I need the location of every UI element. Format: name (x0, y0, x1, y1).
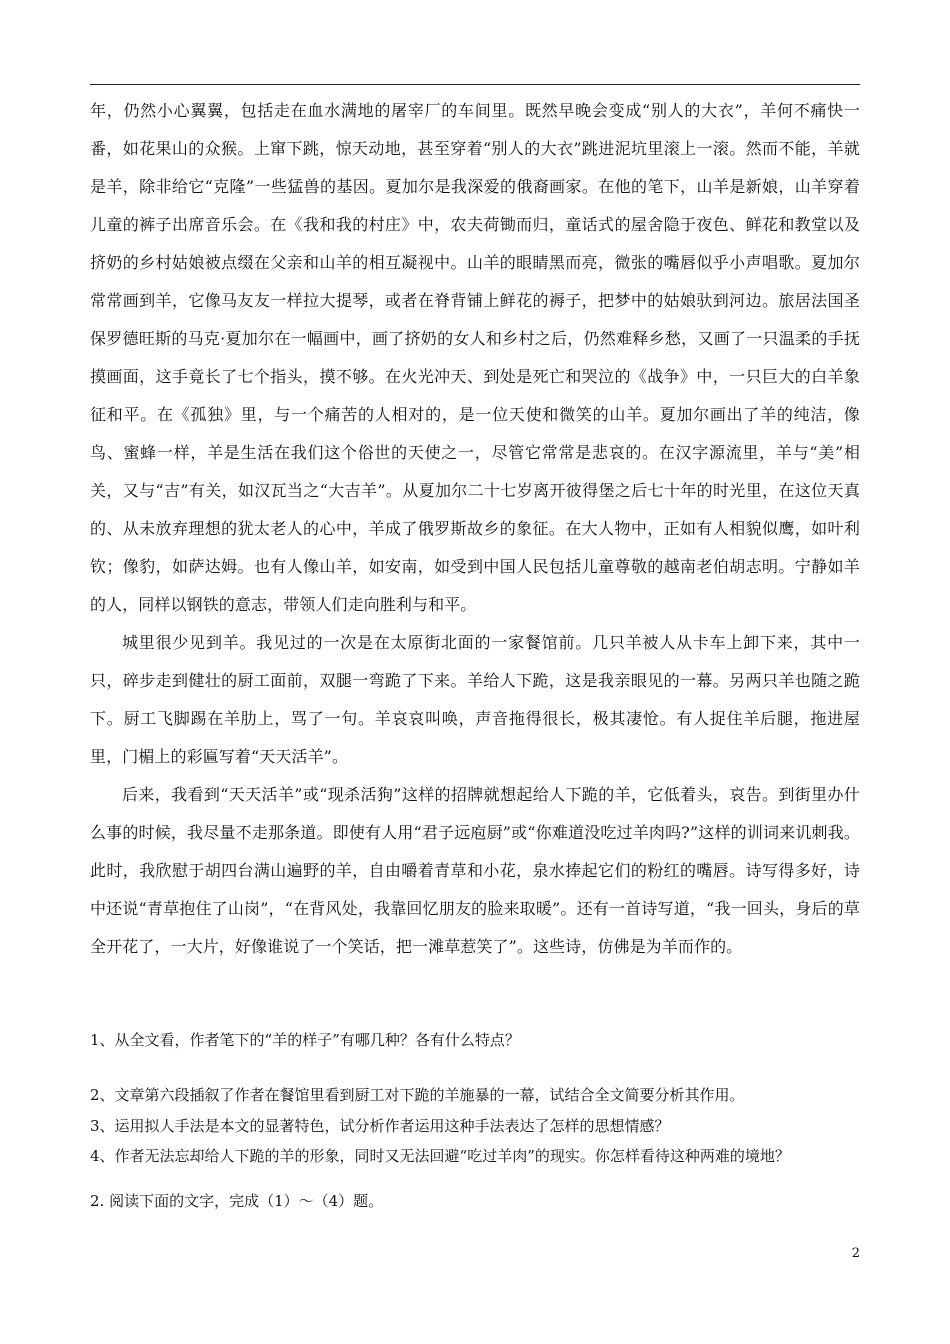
article-body (90, 92, 860, 966)
question-4: 4、作者无法忘却给人下跪的羊的形象，同时又无法回避“吃过羊肉”的现实。你怎样看待这种两难的境地？ (90, 1147, 790, 1165)
header-rule (90, 84, 860, 85)
question-3: 3、运用拟人手法是本文的显著特色，试分析作者运用这种手法表达了怎样的思想情感？ (90, 1117, 670, 1135)
paragraph-continued: 年，仍然小心翼翼，包括走在血水满地的屠宰厂的车间里。既然早晚会变成“别人的大衣”，羊何不痛快一番，如花果山的众猴。上窜下跳，惊天动地，甚至穿着“别人的大衣”跳进泥坑里滚上一滚。然而不能，羊就是羊，除非给它“克隆”一些猛兽的基因。夏加尔是我深爱的俄裔画家。在他的笔下，山羊是新娘，山羊穿着儿童的裤子出席音乐会。在《我和我的村庄》中，农夫荷锄而归，童话式的屋舍隐于夜色、鲜花和教堂以及挤奶的乡村姑娘被点缀在父亲和山羊的相互凝视中。山羊的眼睛黑而亮，微张的嘴唇似乎小声唱歌。夏加尔常常画到羊，它像马友友一样拉大提琴，或者在脊背铺上鲜花的褥子，把梦中的姑娘驮到河边。旅居法国圣保罗德旺斯的马克·夏加尔在一幅画中，画了挤奶的女人和乡村之后，仍然难释乡愁，又画了一只温柔的手抚摸画面，这手竟长了七个指头，摸不够。在火光冲天、到处是死亡和哭泣的《战争》中，一只巨大的白羊象征和平。在《孤独》里，与一个痛苦的人相对的，是一位天使和微笑的山羊。夏加尔画出了羊的纯洁，像鸟、蜜蜂一样，羊是生活在我们这个俗世的天使之一，尽管它常常是悲哀的。在汉字源流里，羊与“美”相关，又与“吉”有关，如汉瓦当之“大吉羊”。从夏加尔二十七岁离开彼得堡之后七十年的时光里，在这位天真的、从未放弃理想的犹太老人的心中，羊成了俄罗斯故乡的象征。在大人物中，正如有人相貌似鹰，如叶利钦；像豹，如萨达姆。也有人像山羊，如安南，如受到中国人民包括儿童尊敬的越南老伯胡志明。宁静如羊的人，同样以钢铁的意志，带领人们走向胜利与和平。 (90, 101, 860, 614)
page-number: 2 (851, 1246, 860, 1261)
next-section-heading: 2. 阅读下面的文字，完成（1）～（4）题。 (90, 1192, 384, 1210)
paragraph-afterwards: 后来，我看到“天天活羊”或“现杀活狗”这样的招牌就想起给人下跪的羊，它低着头，哀告。到街里办什么事的时候，我尽量不走那条道。即使有人用“君子远庖厨”或“你难道没吃过羊肉吗?”这样的训词来讥刺我。此时，我欣慰于胡四台满山遍野的羊，自由嚼着青草和小花，泉水捧起它们的粉红的嘴唇。诗写得多好，诗中还说“青草抱住了山岗”，“在背风处，我靠回忆朋友的脸来取暖”。还有一首诗写道，“我一回头，身后的草全开花了，一大片，好像谁说了一个笑话，把一滩草惹笑了”。这些诗，仿佛是为羊而作的。 (90, 785, 860, 956)
question-1: 1、从全文看，作者笔下的“羊的样子”有哪几种？各有什么特点？ (90, 1031, 520, 1049)
paragraph-restaurant: 城里很少见到羊。我见过的一次是在太原街北面的一家餐馆前。几只羊被人从卡车上卸下来，其中一只，碎步走到健壮的厨工面前，双腿一弯跪了下来。羊给人下跪，这是我亲眼见的一幕。另两只羊也随之跪下。厨工飞脚踢在羊肋上，骂了一句。羊哀哀叫唤，声音拖得很长，极其凄怆。有人捉住羊后腿，拖进屋里，门楣上的彩匾写着“天天活羊”。 (90, 633, 860, 766)
question-2: 2、文章第六段插叙了作者在餐馆里看到厨工对下跪的羊施暴的一幕，试结合全文简要分析其作用。 (90, 1086, 745, 1104)
